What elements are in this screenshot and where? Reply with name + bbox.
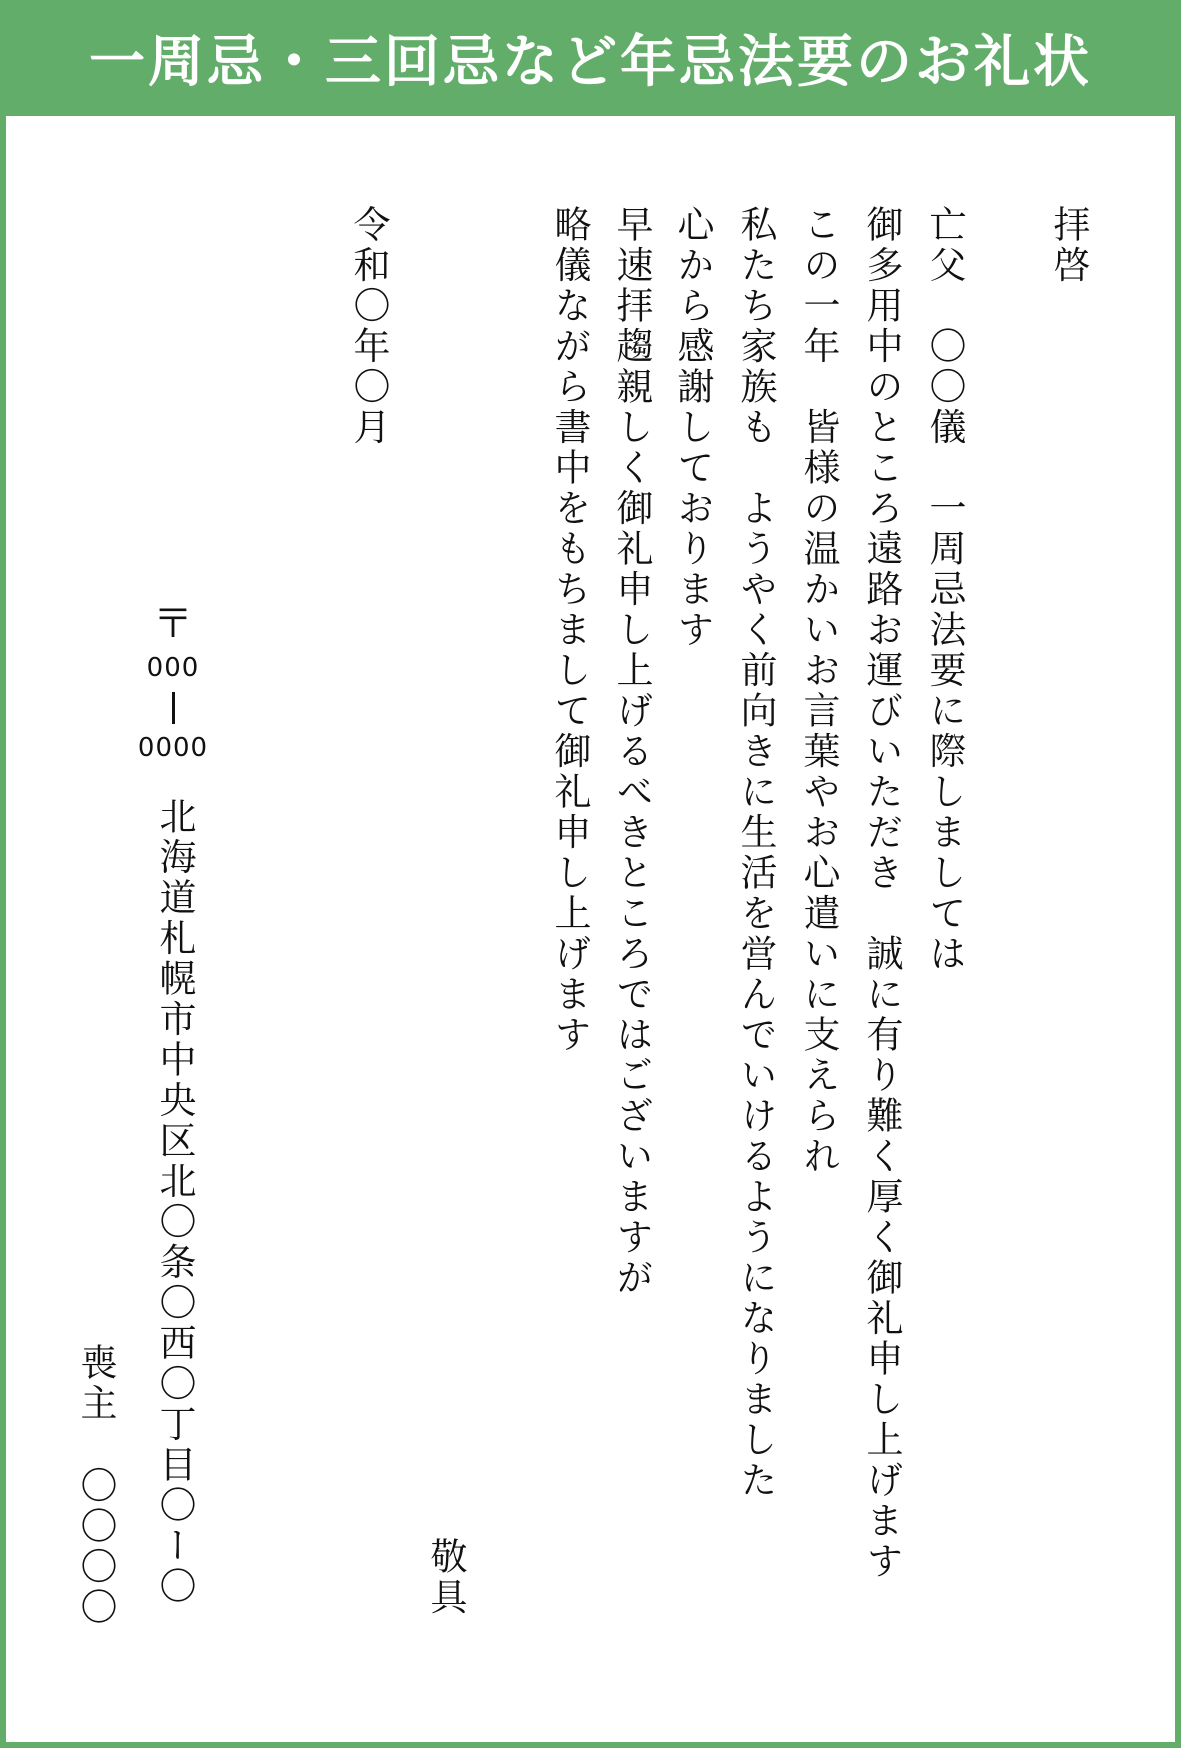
page-title: 一周忌・三回忌など年忌法要のお礼状	[89, 30, 1092, 95]
letter-date: 令和〇年〇月	[347, 205, 390, 448]
postal-code-first: 000	[146, 653, 200, 683]
opening-salutation: 拝啓	[1047, 205, 1090, 286]
body-line: 略儀ながら書中をもちまして御礼申し上げます	[548, 205, 591, 1056]
sender-name: 〇〇〇〇	[74, 1466, 117, 1628]
postal-code-last: 0000	[137, 733, 209, 763]
body-line: 早速拝趨親しく御礼申し上げるべきところではございますが	[610, 205, 653, 1299]
postal-mark-icon: 〒	[153, 601, 193, 647]
body-line: 私たち家族も ようやく前向きに生活を営んでいけるようになりました	[734, 205, 777, 1501]
body-line: この一年 皆様の温かいお言葉やお心遣いに支えられ	[797, 205, 840, 1177]
body-line: 亡父 〇〇儀 一周忌法要に際しましては	[923, 205, 966, 975]
postal-code-dash	[172, 692, 175, 724]
body-line: 心から感謝しております	[671, 205, 714, 651]
sender-address: 北海道札幌市中央区北〇条〇西〇丁目〇ー〇	[153, 797, 196, 1607]
postal-code	[137, 600, 209, 768]
closing-salutation: 敬具	[424, 1537, 467, 1618]
body-line: 御多用中のところ遠路お運びいただき 誠に有り難く厚く御礼申し上げます	[860, 205, 903, 1582]
title-banner	[0, 0, 1181, 116]
sender-title: 喪主	[74, 1343, 117, 1424]
